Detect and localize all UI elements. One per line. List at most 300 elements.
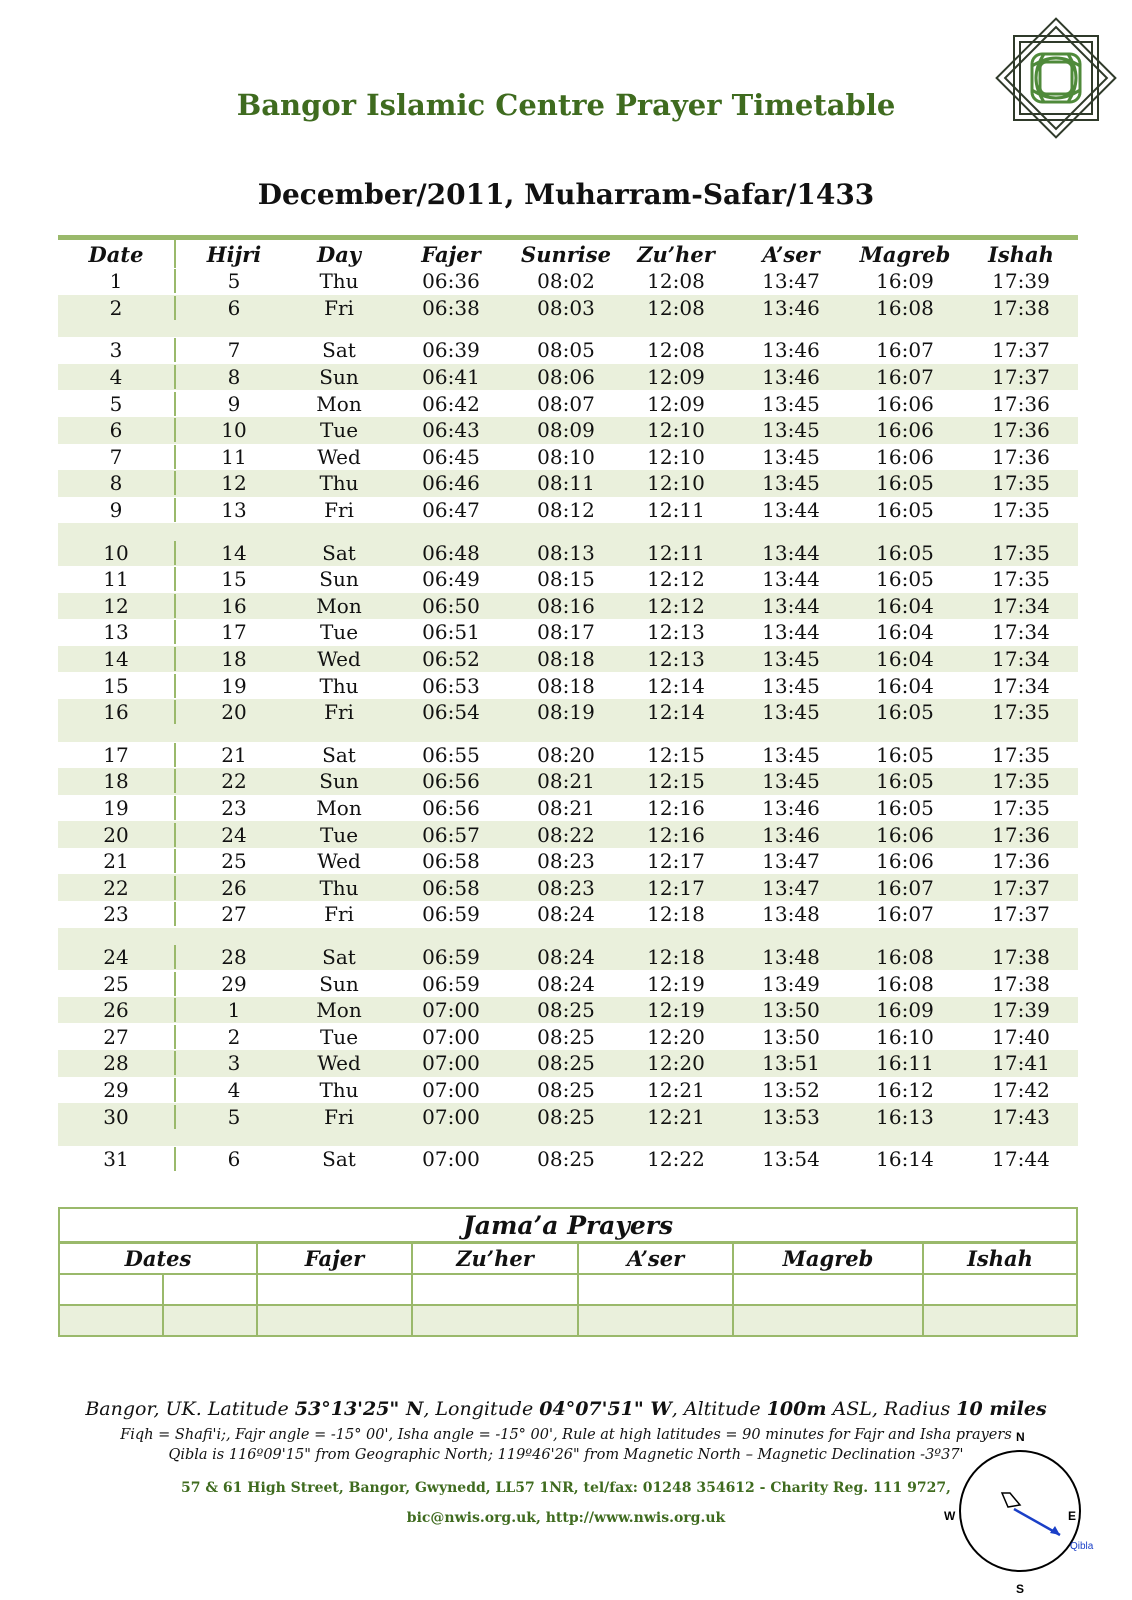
cell-sunrise: 08:02 — [537, 269, 595, 294]
jamaa-cell — [579, 1275, 734, 1304]
cell-aser: 13:45 — [762, 673, 820, 698]
page-title: Bangor Islamic Centre Prayer Timetable — [236, 88, 896, 122]
cell-day: Sat — [322, 540, 356, 565]
cell-sunrise: 08:20 — [537, 742, 595, 767]
cell-date: 12 — [103, 593, 129, 618]
cell-ishah: 17:44 — [992, 1147, 1050, 1172]
cell-day: Thu — [319, 1077, 359, 1102]
jamaa-cell — [60, 1275, 164, 1304]
cell-magreb: 16:04 — [876, 593, 934, 618]
table-row — [58, 364, 1078, 391]
cell-sunrise: 08:15 — [537, 567, 595, 592]
cell-magreb: 16:07 — [876, 365, 934, 390]
cell-sunrise: 08:11 — [537, 471, 595, 496]
prayer-timetable — [58, 235, 1078, 1172]
jamaa-col-ishah: Ishah — [967, 1246, 1033, 1271]
cell-ishah: 17:37 — [992, 875, 1050, 900]
cell-zuher: 12:10 — [647, 418, 705, 443]
cell-aser: 13:46 — [762, 795, 820, 820]
cell-sunrise: 08:21 — [537, 769, 595, 794]
col-header-ishah: Ishah — [988, 242, 1054, 267]
cell-zuher: 12:11 — [647, 498, 705, 523]
cell-date: 13 — [103, 620, 129, 645]
cell-magreb: 16:13 — [876, 1104, 934, 1129]
cell-date: 18 — [103, 769, 129, 794]
cell-magreb: 16:14 — [876, 1147, 934, 1172]
cell-sunrise: 08:12 — [537, 498, 595, 523]
cell-zuher: 12:11 — [647, 540, 705, 565]
cell-ishah: 17:36 — [992, 418, 1050, 443]
cell-date: 1 — [109, 269, 123, 294]
cell-date: 25 — [103, 971, 129, 996]
cell-date: 22 — [103, 875, 129, 900]
cell-sunrise: 08:07 — [537, 391, 595, 416]
table-row — [58, 901, 1078, 928]
table-row — [58, 593, 1078, 620]
cell-magreb: 16:05 — [876, 742, 934, 767]
col-header-hijri: Hijri — [174, 240, 292, 268]
cell-magreb: 16:10 — [876, 1024, 934, 1049]
cell-hijri: 1 — [174, 998, 292, 1022]
cell-date: 20 — [103, 822, 129, 847]
cell-day: Tue — [319, 822, 359, 847]
table-row — [58, 646, 1078, 673]
cell-fajer: 06:55 — [422, 742, 480, 767]
cell-fajer: 06:58 — [422, 849, 480, 874]
cell-sunrise: 08:13 — [537, 540, 595, 565]
table-row — [58, 997, 1078, 1024]
cell-aser: 13:44 — [762, 593, 820, 618]
cell-zuher: 12:13 — [647, 647, 705, 672]
cell-sunrise: 08:06 — [537, 365, 595, 390]
cell-hijri: 9 — [174, 392, 292, 416]
cell-aser: 13:47 — [762, 269, 820, 294]
cell-zuher: 12:15 — [647, 742, 705, 767]
jamaa-cell — [258, 1306, 413, 1335]
cell-day: Sat — [322, 742, 356, 767]
cell-hijri: 13 — [174, 498, 292, 522]
jamaa-cell — [60, 1306, 164, 1335]
cell-aser: 13:46 — [762, 295, 820, 320]
compass-south: S — [1016, 1582, 1025, 1595]
cell-zuher: 12:19 — [647, 971, 705, 996]
cell-aser: 13:45 — [762, 769, 820, 794]
cell-magreb: 16:07 — [876, 338, 934, 363]
cell-ishah: 17:34 — [992, 620, 1050, 645]
cell-aser: 13:44 — [762, 498, 820, 523]
cell-date: 11 — [103, 567, 129, 592]
cell-day: Thu — [319, 875, 359, 900]
cell-fajer: 06:50 — [422, 593, 480, 618]
cell-sunrise: 08:24 — [537, 902, 595, 927]
cell-sunrise: 08:21 — [537, 795, 595, 820]
cell-aser: 13:47 — [762, 849, 820, 874]
cell-sunrise: 08:03 — [537, 295, 595, 320]
table-row — [58, 566, 1078, 593]
jamaa-cell — [413, 1275, 579, 1304]
cell-sunrise: 08:24 — [537, 971, 595, 996]
cell-sunrise: 08:25 — [537, 1104, 595, 1129]
cell-fajer: 07:00 — [422, 998, 480, 1023]
cell-fajer: 07:00 — [422, 1024, 480, 1049]
cell-hijri: 2 — [174, 1025, 292, 1049]
cell-date: 27 — [103, 1024, 129, 1049]
jamaa-cell — [579, 1306, 734, 1335]
cell-ishah: 17:41 — [992, 1051, 1050, 1076]
jamaa-cell — [924, 1275, 1076, 1304]
table-row — [58, 470, 1078, 497]
cell-hijri: 23 — [174, 796, 292, 820]
cell-hijri: 27 — [174, 902, 292, 926]
cell-zuher: 12:16 — [647, 822, 705, 847]
cell-ishah: 17:39 — [992, 269, 1050, 294]
cell-ishah: 17:36 — [992, 849, 1050, 874]
cell-zuher: 12:10 — [647, 444, 705, 469]
month-subtitle: December/2011, Muharram-Safar/1433 — [257, 178, 875, 211]
jamaa-cell — [924, 1306, 1076, 1335]
cell-magreb: 16:06 — [876, 444, 934, 469]
table-row — [58, 539, 1078, 566]
cell-fajer: 06:36 — [422, 269, 480, 294]
cell-fajer: 06:48 — [422, 540, 480, 565]
cell-day: Fri — [324, 1104, 354, 1129]
address-line: 57 & 61 High Street, Bangor, Gwynedd, LL57 1NR, tel/fax: 01248 354612 - Charity Reg. 111 9727, — [181, 1480, 951, 1496]
week-separator — [58, 928, 1078, 944]
table-row — [58, 497, 1078, 524]
jamaa-col-magreb: Magreb — [734, 1244, 924, 1273]
table-row — [58, 874, 1078, 901]
cell-ishah: 17:37 — [992, 365, 1050, 390]
cell-sunrise: 08:22 — [537, 822, 595, 847]
cell-magreb: 16:09 — [876, 998, 934, 1023]
cell-day: Sun — [319, 971, 359, 996]
cell-aser: 13:46 — [762, 338, 820, 363]
cell-day: Wed — [317, 849, 361, 874]
cell-ishah: 17:35 — [992, 769, 1050, 794]
cell-date: 26 — [103, 998, 129, 1023]
cell-ishah: 17:35 — [992, 700, 1050, 725]
cell-ishah: 17:35 — [992, 498, 1050, 523]
table-row — [58, 417, 1078, 444]
week-separator — [58, 321, 1078, 337]
table-row — [58, 795, 1078, 822]
cell-aser: 13:45 — [762, 700, 820, 725]
jamaa-row — [60, 1275, 1076, 1306]
cell-date: 16 — [103, 700, 129, 725]
cell-sunrise: 08:05 — [537, 338, 595, 363]
cell-date: 21 — [103, 849, 129, 874]
cell-aser: 13:45 — [762, 444, 820, 469]
cell-date: 8 — [109, 471, 123, 496]
cell-fajer: 06:38 — [422, 295, 480, 320]
table-row — [58, 768, 1078, 795]
cell-hijri: 15 — [174, 567, 292, 591]
cell-date: 17 — [103, 742, 129, 767]
cell-ishah: 17:35 — [992, 795, 1050, 820]
cell-aser: 13:54 — [762, 1147, 820, 1172]
cell-sunrise: 08:19 — [537, 700, 595, 725]
table-row — [58, 337, 1078, 364]
cell-sunrise: 08:16 — [537, 593, 595, 618]
cell-ishah: 17:35 — [992, 540, 1050, 565]
cell-date: 31 — [103, 1147, 129, 1172]
cell-hijri: 6 — [174, 296, 292, 320]
cell-aser: 13:48 — [762, 902, 820, 927]
cell-zuher: 12:16 — [647, 795, 705, 820]
cell-aser: 13:50 — [762, 1024, 820, 1049]
cell-fajer: 06:51 — [422, 620, 480, 645]
cell-ishah: 17:42 — [992, 1077, 1050, 1102]
cell-magreb: 16:06 — [876, 822, 934, 847]
jamaa-cell — [164, 1306, 258, 1335]
qibla-line: Qibla is 116º09'15" from Geographic North; 119º46'26" from Magnetic North – Magnetic Declination -3º37' — [168, 1447, 964, 1463]
cell-date: 4 — [109, 365, 123, 390]
cell-day: Fri — [324, 498, 354, 523]
cell-ishah: 17:34 — [992, 593, 1050, 618]
cell-day: Sat — [322, 1147, 356, 1172]
cell-aser: 13:53 — [762, 1104, 820, 1129]
cell-zuher: 12:21 — [647, 1077, 705, 1102]
cell-zuher: 12:20 — [647, 1024, 705, 1049]
cell-date: 15 — [103, 673, 129, 698]
cell-magreb: 16:05 — [876, 471, 934, 496]
cell-fajer: 06:57 — [422, 822, 480, 847]
cell-hijri: 6 — [174, 1147, 292, 1171]
compass-east: E — [1068, 1509, 1077, 1523]
table-row — [58, 848, 1078, 875]
cell-hijri: 29 — [174, 972, 292, 996]
table-row — [58, 699, 1078, 726]
cell-aser: 13:52 — [762, 1077, 820, 1102]
jamaa-col-dates: Dates — [60, 1244, 258, 1273]
col-header-day: Day — [316, 242, 362, 267]
table-row — [58, 619, 1078, 646]
cell-hijri: 25 — [174, 849, 292, 873]
cell-fajer: 06:59 — [422, 971, 480, 996]
jamaa-header — [60, 1244, 1076, 1275]
cell-fajer: 06:42 — [422, 391, 480, 416]
jamaa-col-zuher: Zu’her — [413, 1244, 579, 1273]
cell-sunrise: 08:23 — [537, 875, 595, 900]
cell-aser: 13:44 — [762, 540, 820, 565]
cell-date: 6 — [109, 418, 123, 443]
cell-aser: 13:44 — [762, 620, 820, 645]
cell-sunrise: 08:24 — [537, 944, 595, 969]
cell-magreb: 16:06 — [876, 391, 934, 416]
fiqh-line: Fiqh = Shafi'i;, Fajr angle = -15° 00', Isha angle = -15° 00', Rule at high latitudes = 90 minutes for Fajr and Isha prayers — [120, 1427, 1012, 1443]
cell-ishah: 17:36 — [992, 822, 1050, 847]
cell-date: 9 — [109, 498, 123, 523]
cell-magreb: 16:05 — [876, 567, 934, 592]
cell-hijri: 11 — [174, 445, 292, 469]
jamaa-cell — [413, 1306, 579, 1335]
cell-sunrise: 08:09 — [537, 418, 595, 443]
cell-zuher: 12:18 — [647, 902, 705, 927]
table-row — [58, 1103, 1078, 1130]
cell-aser: 13:45 — [762, 391, 820, 416]
cell-day: Wed — [317, 1051, 361, 1076]
table-row — [58, 268, 1078, 295]
cell-zuher: 12:20 — [647, 1051, 705, 1076]
cell-magreb: 16:04 — [876, 647, 934, 672]
cell-hijri: 12 — [174, 471, 292, 495]
cell-ishah: 17:38 — [992, 944, 1050, 969]
cell-hijri: 5 — [174, 269, 292, 293]
cell-date: 5 — [109, 391, 123, 416]
cell-zuher: 12:12 — [647, 593, 705, 618]
cell-day: Mon — [316, 795, 362, 820]
cell-magreb: 16:05 — [876, 498, 934, 523]
cell-aser: 13:45 — [762, 471, 820, 496]
table-row — [58, 295, 1078, 322]
cell-date: 23 — [103, 902, 129, 927]
table-header — [58, 235, 1078, 268]
cell-ishah: 17:35 — [992, 471, 1050, 496]
week-separator — [58, 523, 1078, 539]
cell-day: Fri — [324, 902, 354, 927]
cell-ishah: 17:40 — [992, 1024, 1050, 1049]
cell-zuher: 12:14 — [647, 673, 705, 698]
cell-aser: 13:47 — [762, 875, 820, 900]
cell-sunrise: 08:10 — [537, 444, 595, 469]
cell-fajer: 07:00 — [422, 1147, 480, 1172]
cell-hijri: 26 — [174, 876, 292, 900]
cell-zuher: 12:22 — [647, 1147, 705, 1172]
compass-dial-marker — [1002, 1493, 1020, 1507]
cell-hijri: 8 — [174, 365, 292, 389]
cell-day: Fri — [324, 700, 354, 725]
cell-date: 19 — [103, 795, 129, 820]
cell-magreb: 16:04 — [876, 620, 934, 645]
cell-sunrise: 08:25 — [537, 1147, 595, 1172]
cell-day: Sat — [322, 338, 356, 363]
cell-hijri: 5 — [174, 1105, 292, 1129]
cell-sunrise: 08:17 — [537, 620, 595, 645]
cell-zuher: 12:13 — [647, 620, 705, 645]
cell-fajer: 06:39 — [422, 338, 480, 363]
cell-date: 10 — [103, 540, 129, 565]
cell-sunrise: 08:25 — [537, 1051, 595, 1076]
qibla-compass — [944, 1425, 1114, 1595]
cell-fajer: 06:49 — [422, 567, 480, 592]
table-row — [58, 672, 1078, 699]
cell-zuher: 12:21 — [647, 1104, 705, 1129]
cell-fajer: 06:59 — [422, 902, 480, 927]
cell-zuher: 12:15 — [647, 769, 705, 794]
cell-fajer: 06:56 — [422, 769, 480, 794]
cell-magreb: 16:12 — [876, 1077, 934, 1102]
cell-hijri: 7 — [174, 338, 292, 362]
cell-magreb: 16:04 — [876, 673, 934, 698]
col-header-aser: A’ser — [762, 242, 820, 267]
cell-hijri: 14 — [174, 541, 292, 565]
cell-date: 14 — [103, 647, 129, 672]
jamaa-col-fajer: Fajer — [258, 1244, 413, 1273]
cell-sunrise: 08:25 — [537, 998, 595, 1023]
cell-zuher: 12:09 — [647, 391, 705, 416]
cell-fajer: 06:52 — [422, 647, 480, 672]
cell-zuher: 12:09 — [647, 365, 705, 390]
cell-fajer: 06:59 — [422, 944, 480, 969]
table-row — [58, 944, 1078, 971]
cell-aser: 13:44 — [762, 567, 820, 592]
cell-zuher: 12:17 — [647, 849, 705, 874]
cell-day: Mon — [316, 391, 362, 416]
week-separator — [58, 1130, 1078, 1146]
cell-aser: 13:45 — [762, 647, 820, 672]
cell-day: Tue — [319, 1024, 359, 1049]
cell-ishah: 17:36 — [992, 391, 1050, 416]
cell-hijri: 24 — [174, 823, 292, 847]
cell-ishah: 17:34 — [992, 647, 1050, 672]
jamaa-title: Jama’a Prayers — [60, 1209, 1076, 1244]
cell-hijri: 19 — [174, 674, 292, 698]
cell-magreb: 16:05 — [876, 795, 934, 820]
compass-west: W — [944, 1509, 956, 1523]
cell-zuher: 12:08 — [647, 338, 705, 363]
cell-ishah: 17:35 — [992, 742, 1050, 767]
cell-sunrise: 08:25 — [537, 1024, 595, 1049]
cell-hijri: 17 — [174, 620, 292, 644]
cell-ishah: 17:34 — [992, 673, 1050, 698]
cell-zuher: 12:18 — [647, 944, 705, 969]
cell-day: Mon — [316, 593, 362, 618]
cell-hijri: 4 — [174, 1078, 292, 1102]
cell-ishah: 17:38 — [992, 295, 1050, 320]
cell-date: 28 — [103, 1051, 129, 1076]
table-row — [58, 1146, 1078, 1173]
cell-hijri: 28 — [174, 945, 292, 969]
cell-day: Mon — [316, 998, 362, 1023]
table-row — [58, 742, 1078, 769]
table-row — [58, 1023, 1078, 1050]
col-header-magreb: Magreb — [859, 242, 951, 267]
cell-magreb: 16:06 — [876, 418, 934, 443]
cell-fajer: 07:00 — [422, 1051, 480, 1076]
cell-ishah: 17:37 — [992, 902, 1050, 927]
cell-magreb: 16:05 — [876, 540, 934, 565]
cell-day: Sun — [319, 567, 359, 592]
cell-magreb: 16:09 — [876, 269, 934, 294]
cell-aser: 13:48 — [762, 944, 820, 969]
jamaa-cell — [734, 1306, 924, 1335]
col-header-fajer: Fajer — [421, 242, 481, 267]
islamic-star-logo — [988, 10, 1124, 146]
compass-north: N — [1016, 1430, 1025, 1444]
cell-zuher: 12:12 — [647, 567, 705, 592]
cell-fajer: 06:56 — [422, 795, 480, 820]
cell-ishah: 17:39 — [992, 998, 1050, 1023]
cell-ishah: 17:37 — [992, 338, 1050, 363]
cell-sunrise: 08:23 — [537, 849, 595, 874]
cell-hijri: 10 — [174, 418, 292, 442]
cell-zuher: 12:19 — [647, 998, 705, 1023]
cell-day: Fri — [324, 295, 354, 320]
cell-fajer: 06:53 — [422, 673, 480, 698]
table-row — [58, 390, 1078, 417]
cell-ishah: 17:43 — [992, 1104, 1050, 1129]
col-header-sunrise: Sunrise — [521, 242, 611, 267]
cell-fajer: 06:41 — [422, 365, 480, 390]
cell-magreb: 16:07 — [876, 875, 934, 900]
col-header-date: Date — [88, 242, 144, 267]
cell-day: Tue — [319, 620, 359, 645]
cell-fajer: 06:54 — [422, 700, 480, 725]
cell-fajer: 06:47 — [422, 498, 480, 523]
cell-date: 2 — [109, 295, 123, 320]
cell-day: Thu — [319, 269, 359, 294]
week-separator — [58, 726, 1078, 742]
